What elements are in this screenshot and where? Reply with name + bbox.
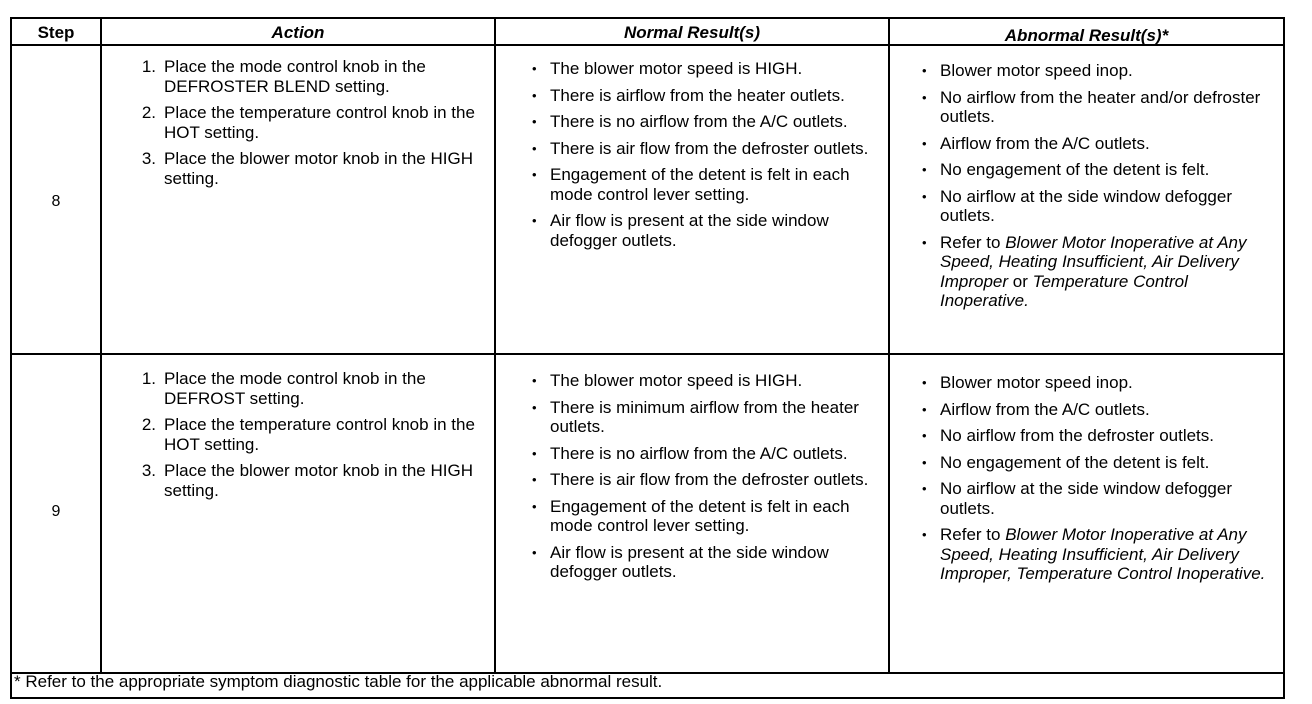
column-divider (888, 19, 890, 674)
action-item: 2. Place the temperature control knob in the HOT setting. (141, 415, 475, 454)
abnormal-result-item: • No airflow at the side window defogger outlets. (914, 187, 1280, 226)
header-step: Step (37, 23, 75, 42)
abnormal-result-item: • No airflow from the defroster outlets. (914, 426, 1280, 446)
abnormal-result-item: • No engagement of the detent is felt. (914, 453, 1280, 473)
abnormal-result-item: • Airflow from the A/C outlets. (914, 134, 1280, 154)
action-cell (134, 57, 486, 195)
action-item: 2. Place the temperature control knob in the HOT setting. (141, 103, 475, 142)
action-cell (134, 369, 486, 507)
normal-result-item: • The blower motor speed is HIGH. (524, 59, 880, 79)
normal-result-item: • There is no airflow from the A/C outlets. (524, 112, 880, 132)
abnormal-results-cell (914, 373, 1280, 591)
header-action: Action (271, 23, 325, 42)
row-divider (12, 353, 1283, 355)
header-normal-results: Normal Result(s) (623, 23, 761, 42)
abnormal-result-item: • No airflow from the heater and/or defroster outlets. (914, 88, 1280, 127)
normal-results-cell (524, 371, 880, 589)
abnormal-result-item: • Blower motor speed inop. (914, 61, 1280, 81)
step-number: 9 (51, 503, 61, 520)
abnormal-result-item: • No airflow at the side window defogger outlets. (914, 479, 1280, 518)
column-divider (100, 19, 102, 674)
action-item: 1. Place the mode control knob in the DEFROSTER BLEND setting. (141, 57, 426, 96)
normal-result-item: • There is no airflow from the A/C outlets. (524, 444, 880, 464)
action-item: 3. Place the blower motor knob in the HIGH setting. (141, 461, 473, 500)
normal-result-item: • There is air flow from the defroster outlets. (524, 139, 880, 159)
action-item: 1. Place the mode control knob in the DEFROST setting. (141, 369, 426, 408)
abnormal-results-cell (914, 61, 1280, 318)
diagnostic-table (10, 17, 1285, 699)
refer-item: • Refer to Blower Motor Inoperative at Any Speed, Heating Insufficient, Air Delivery Improper, Temperature Control Inoperative. (914, 525, 1280, 584)
abnormal-result-item: • Blower motor speed inop. (914, 373, 1280, 393)
normal-result-item: • There is minimum airflow from the heater outlets. (524, 398, 880, 437)
step-number: 8 (51, 193, 61, 210)
normal-result-item: • There is air flow from the defroster outlets. (524, 470, 880, 490)
refer-item: • Refer to Blower Motor Inoperative at Any Speed, Heating Insufficient, Air Delivery Improper or Temperature Control Inoperative. (914, 233, 1280, 311)
header-abnormal-results: Abnormal Result(s)* (1004, 26, 1169, 45)
footnote: * Refer to the appropriate symptom diagnostic table for the applicable abnormal result. (14, 672, 663, 691)
normal-result-item: • Engagement of the detent is felt in each mode control lever setting. (524, 165, 880, 204)
abnormal-result-item: • Airflow from the A/C outlets. (914, 400, 1280, 420)
action-item: 3. Place the blower motor knob in the HIGH setting. (141, 149, 473, 188)
normal-result-item: • Air flow is present at the side window defogger outlets. (524, 211, 880, 250)
abnormal-result-item: • No engagement of the detent is felt. (914, 160, 1280, 180)
normal-results-cell (524, 59, 880, 257)
normal-result-item: • There is airflow from the heater outlets. (524, 86, 880, 106)
column-divider (494, 19, 496, 674)
normal-result-item: • Engagement of the detent is felt in each mode control lever setting. (524, 497, 880, 536)
normal-result-item: • Air flow is present at the side window defogger outlets. (524, 543, 880, 582)
normal-result-item: • The blower motor speed is HIGH. (524, 371, 880, 391)
